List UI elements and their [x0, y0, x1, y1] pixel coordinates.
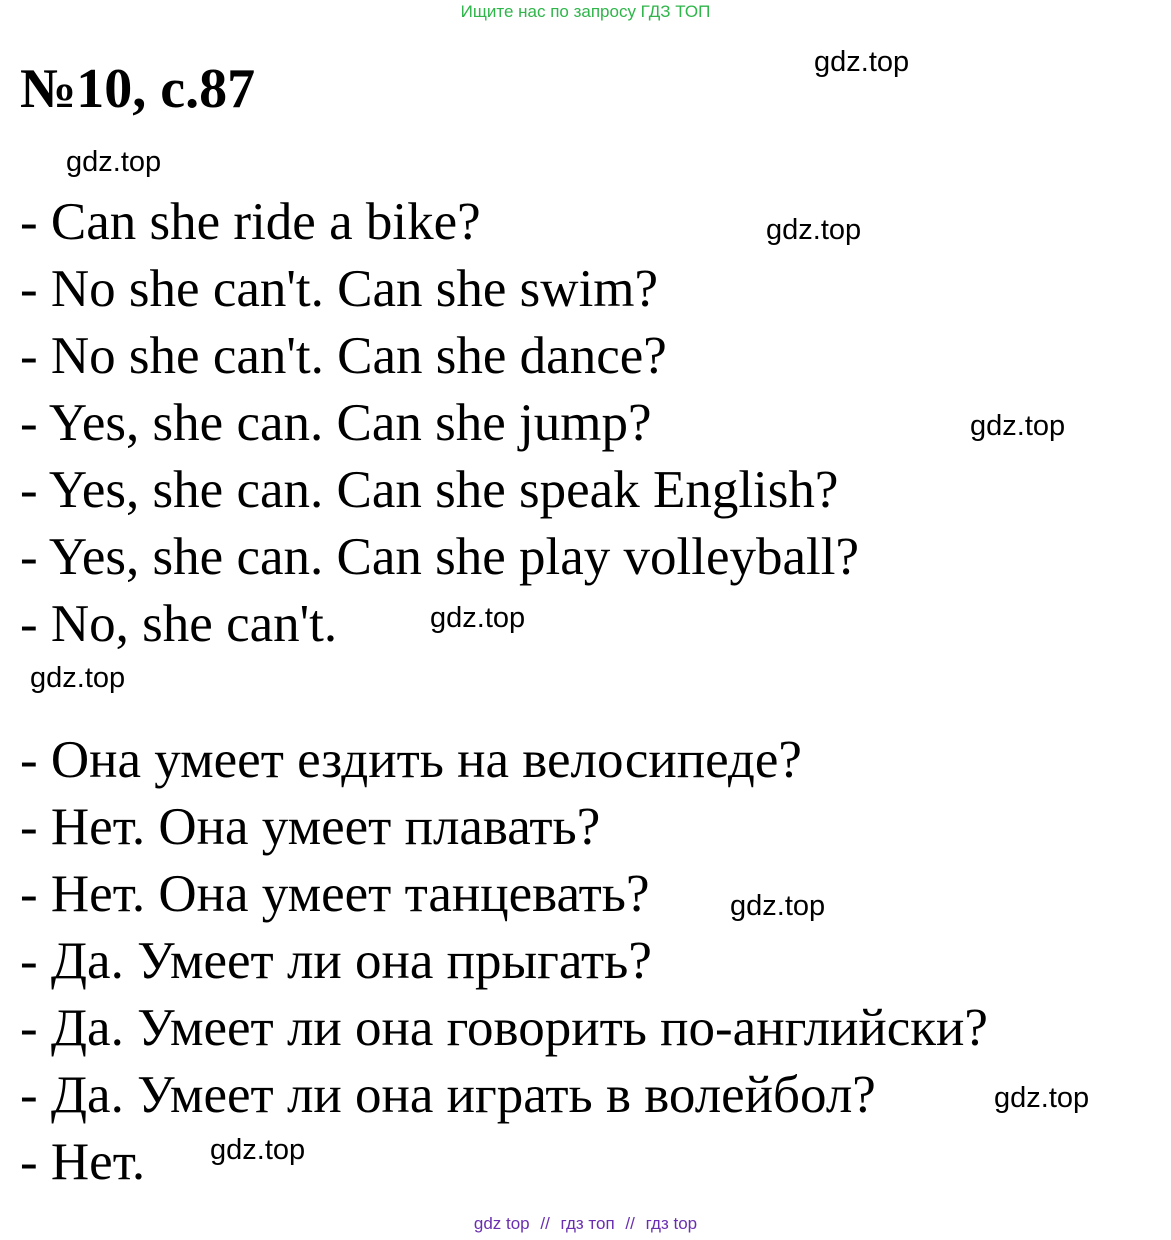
english-line-6: - Yes, she can. Can she play volleyball?	[20, 528, 859, 586]
english-line-2: - No she can't. Can she swim?	[20, 260, 659, 318]
english-line-1: - Can she ride a bike?	[20, 193, 481, 251]
english-line-7: - No, she can't.	[20, 595, 338, 653]
watermark: gdz.top	[766, 214, 862, 246]
footer-separator: //	[625, 1214, 635, 1233]
footer-link-2[interactable]: гдз топ	[560, 1214, 615, 1233]
russian-line-1: - Она умеет ездить на велосипеде?	[20, 731, 802, 789]
watermark: gdz.top	[730, 890, 826, 922]
russian-line-4: - Да. Умеет ли она прыгать?	[20, 932, 652, 990]
russian-line-6: - Да. Умеет ли она играть в волейбол?	[20, 1066, 876, 1124]
footer-separator: //	[540, 1214, 550, 1233]
russian-line-2: - Нет. Она умеет плавать?	[20, 798, 601, 856]
footer-link-3[interactable]: гдз top	[645, 1214, 698, 1233]
watermark: gdz.top	[210, 1134, 306, 1166]
watermark: gdz.top	[994, 1082, 1090, 1114]
watermark: gdz.top	[66, 146, 162, 178]
watermark: gdz.top	[970, 410, 1066, 442]
page-title: №10, с.87	[20, 58, 256, 120]
russian-line-7: - Нет.	[20, 1133, 146, 1191]
english-line-5: - Yes, she can. Can she speak English?	[20, 461, 839, 519]
footer-link-1[interactable]: gdz top	[473, 1214, 530, 1233]
watermark: gdz.top	[814, 46, 910, 78]
russian-line-3: - Нет. Она умеет танцевать?	[20, 865, 650, 923]
footer	[0, 1212, 1171, 1236]
top-banner: Ищите нас по запросу ГДЗ ТОП	[460, 2, 711, 21]
english-line-3: - No she can't. Can she dance?	[20, 327, 667, 385]
english-line-4: - Yes, she can. Can she jump?	[20, 394, 652, 452]
watermark: gdz.top	[30, 662, 126, 694]
watermark: gdz.top	[430, 602, 526, 634]
russian-line-5: - Да. Умеет ли она говорить по-английски?	[20, 999, 988, 1057]
